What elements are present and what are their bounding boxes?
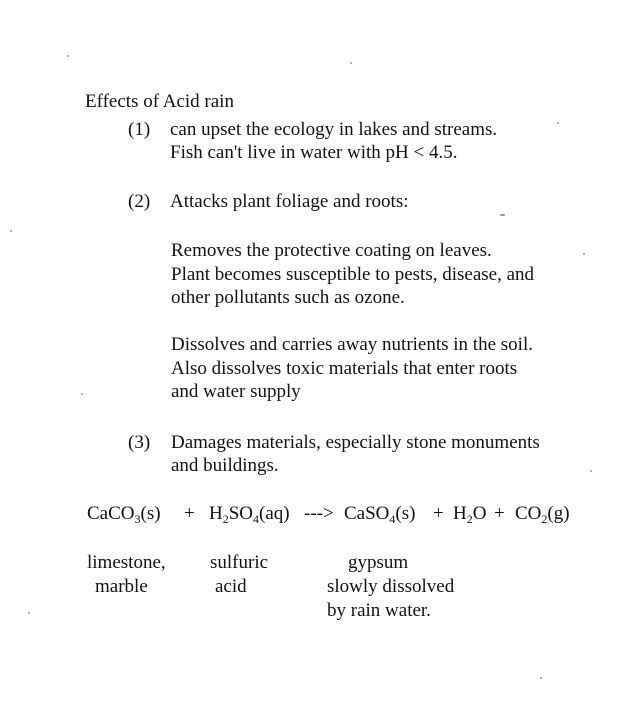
equation-plus-3: +: [494, 503, 505, 524]
scan-speck: [81, 393, 83, 395]
equation-arrow: --->: [304, 503, 334, 524]
effect-1-number: (1): [128, 119, 151, 140]
equation-caco3: CaCO$_3$(s): [87, 503, 161, 526]
label-acid: acid: [215, 576, 247, 597]
effect-1-line-1: can upset the ecology in lakes and streams.: [170, 119, 498, 140]
effect-2-para-2-line-3: and water supply: [171, 381, 301, 402]
scan-speck: [28, 612, 30, 614]
equation-caso4: CaSO$_4$(s): [344, 503, 416, 526]
equation-plus-2: +: [433, 503, 444, 524]
scan-speck: [557, 122, 559, 124]
effect-3-number: (3): [128, 432, 151, 453]
effect-2-number: (2): [128, 191, 151, 212]
effect-1-line-2: Fish can't live in water with pH < 4.5.: [170, 142, 458, 163]
label-gypsum: gypsum: [348, 552, 409, 573]
label-slowly-dissolved: slowly dissolved: [327, 576, 455, 597]
label-sulfuric: sulfuric: [210, 552, 269, 573]
effect-3-line-1: Damages materials, especially stone monuments: [171, 432, 540, 453]
scan-speck: [67, 55, 69, 57]
scan-speck: [500, 214, 505, 216]
scan-speck: [540, 677, 542, 679]
label-limestone: limestone,: [87, 552, 166, 573]
equation-h2o: $H_2O$: [453, 503, 487, 526]
label-by-rain-water: by rain water.: [327, 600, 431, 621]
equation-plus-1: +: [184, 503, 195, 524]
effect-2-para-2-line-1: Dissolves and carries away nutrients in the soil.: [171, 334, 533, 355]
scan-speck: [350, 62, 352, 64]
scan-speck: [590, 470, 592, 472]
effect-2-para-2-line-2: Also dissolves toxic materials that enter roots: [171, 358, 518, 379]
label-marble: marble: [95, 576, 148, 597]
equation-co2: $CO_2(g)$: [515, 503, 570, 526]
effect-3-line-2: and buildings.: [171, 455, 279, 476]
equation-h2so4: $H_2SO_4(aq)$: [209, 503, 290, 526]
effect-2-heading: Attacks plant foliage and roots:: [170, 191, 409, 212]
effect-2-para-1-line-1: Removes the protective coating on leaves.: [171, 240, 492, 261]
scan-speck: [10, 230, 12, 232]
scan-speck: [583, 253, 585, 255]
effect-2-para-1-line-3: other pollutants such as ozone.: [171, 287, 405, 308]
effect-2-para-1-line-2: Plant becomes susceptible to pests, disease, and: [171, 264, 535, 285]
page-title: Effects of Acid rain: [85, 91, 234, 112]
